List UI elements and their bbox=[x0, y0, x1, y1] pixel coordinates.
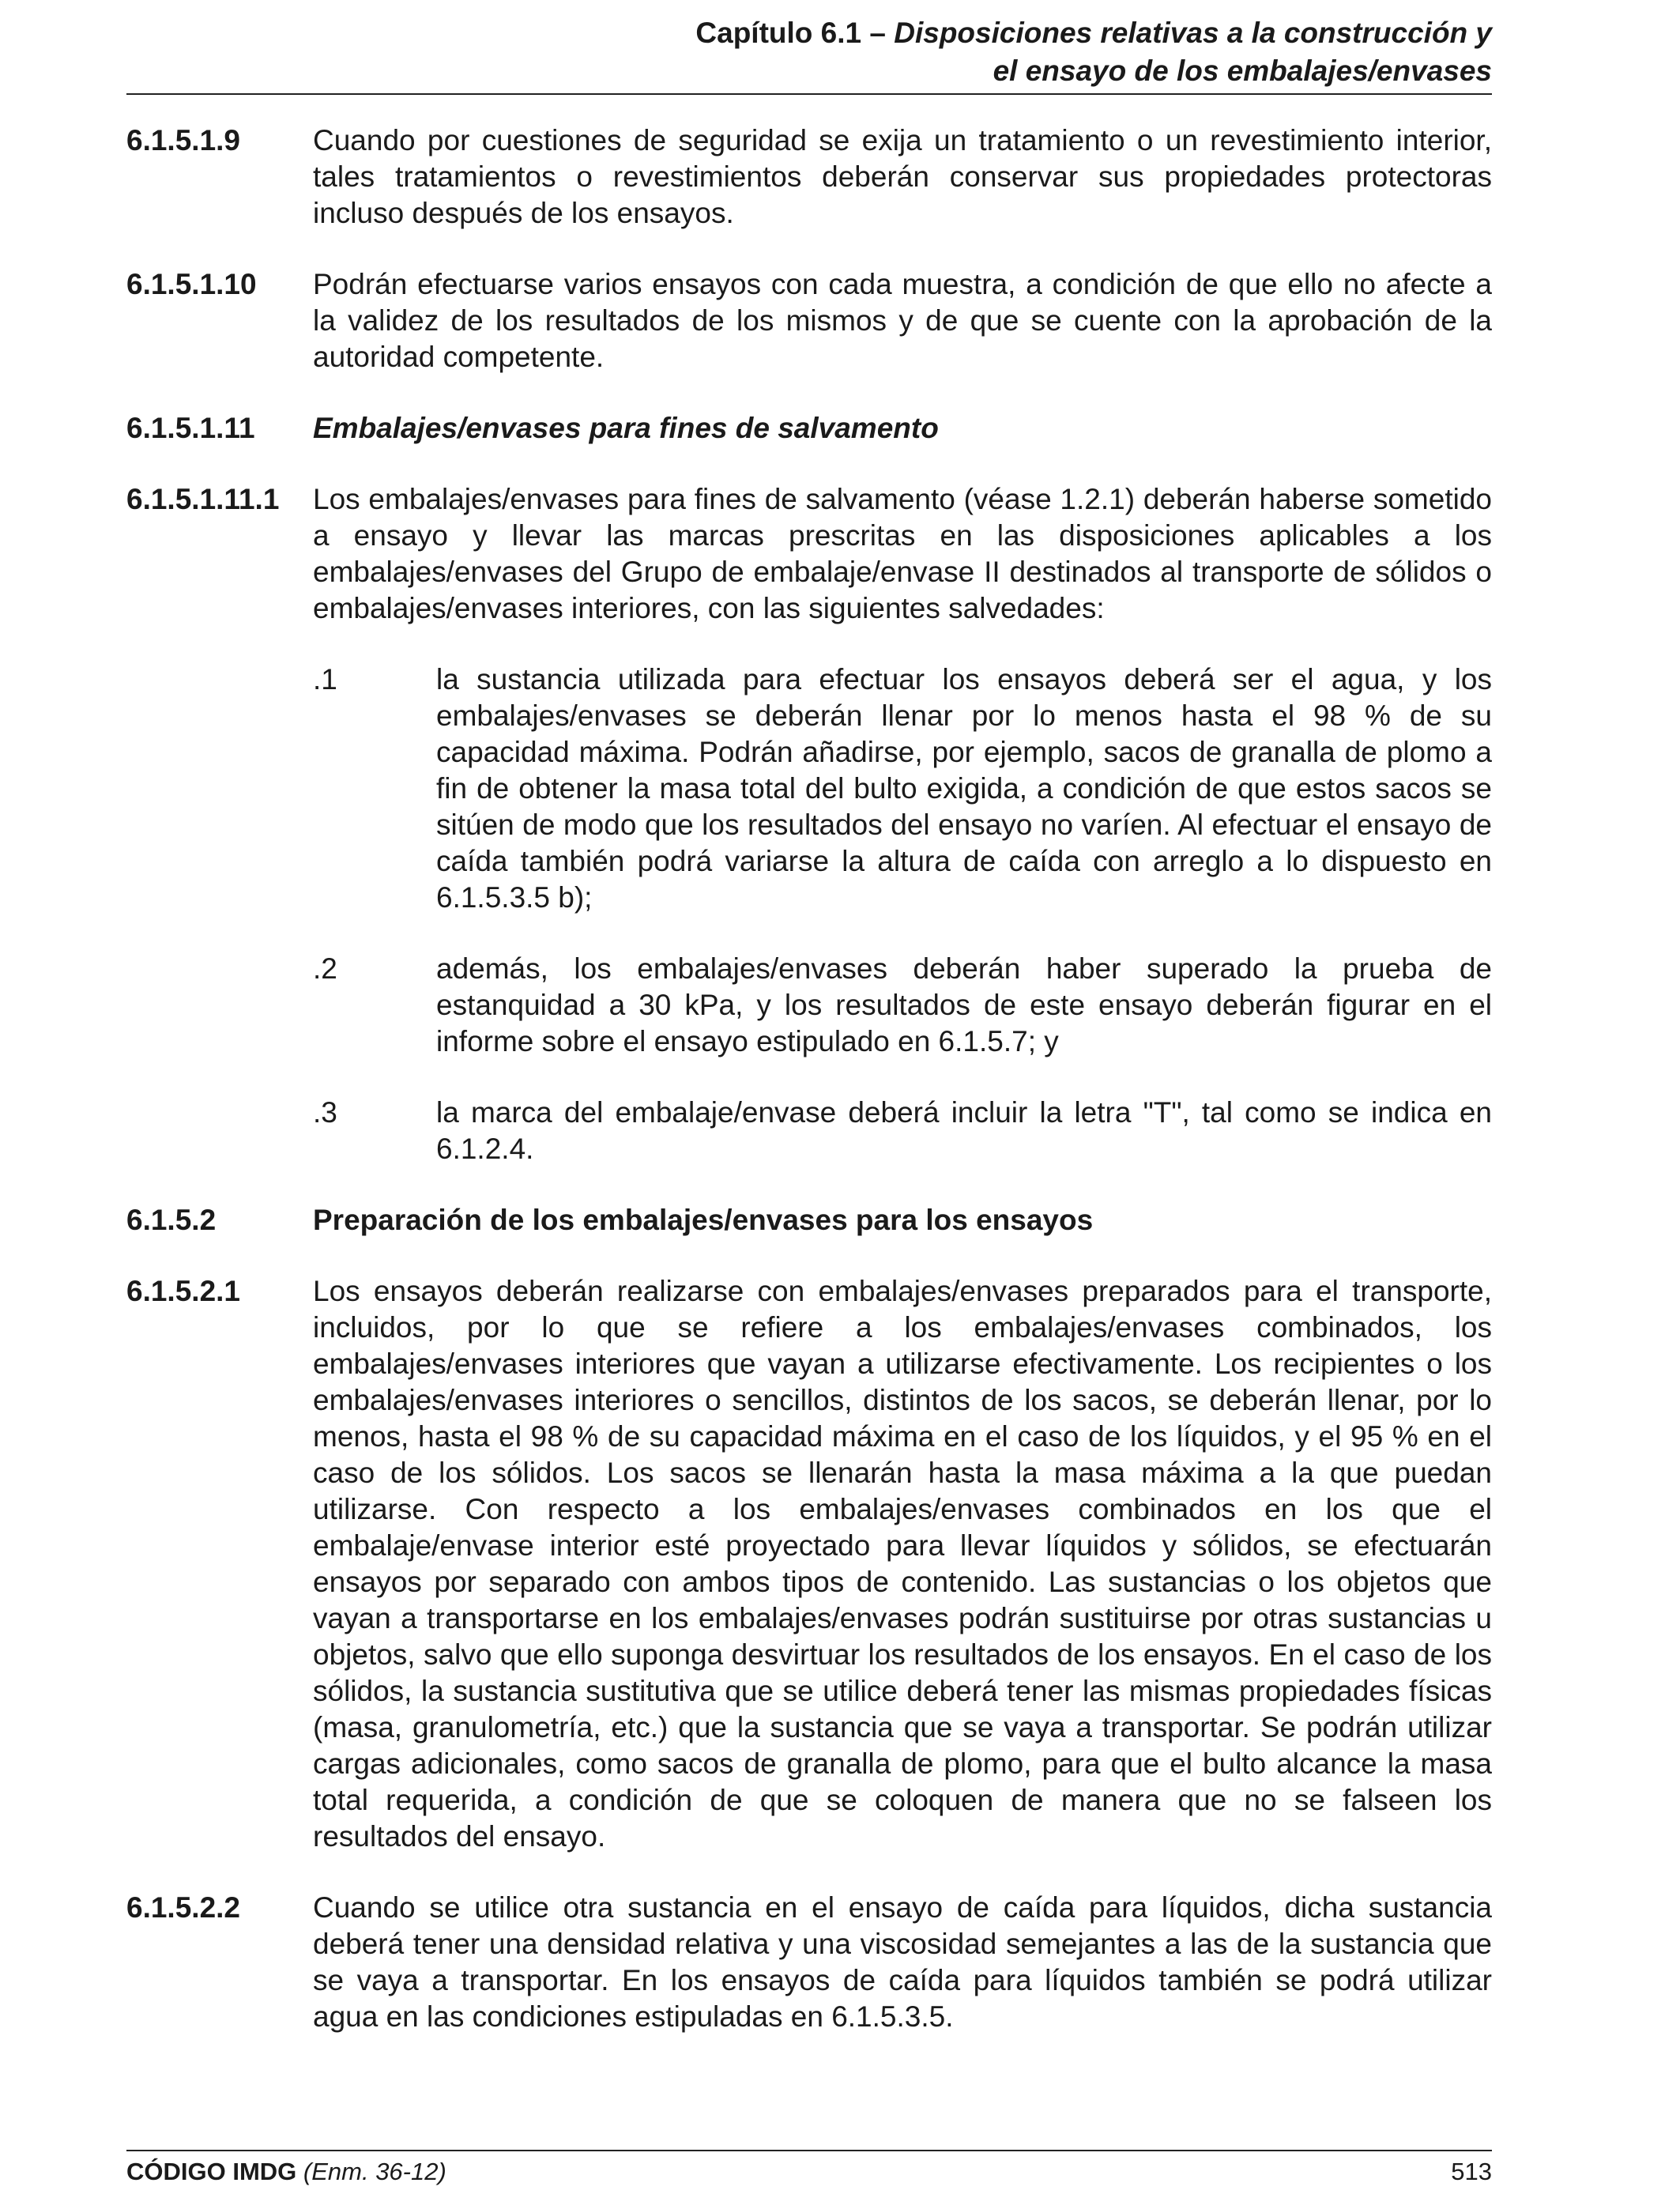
section-6-1-5-2-1 bbox=[126, 1273, 1492, 1855]
list-item bbox=[313, 662, 1492, 916]
section-number: 6.1.5.1.10 bbox=[126, 268, 257, 300]
running-header bbox=[126, 14, 1492, 90]
list-item bbox=[313, 1095, 1492, 1167]
footer-divider bbox=[126, 2150, 1492, 2151]
exceptions-list bbox=[313, 662, 1492, 1167]
page-number: 513 bbox=[1451, 2158, 1492, 2185]
header-line-1 bbox=[126, 14, 1492, 52]
section-text: Cuando por cuestiones de seguridad se exija un tratamiento o un revestimiento interior, tales tratamientos o revestimientos deberán conservar sus propiedades protectoras incluso después de los ensayos. bbox=[313, 124, 1492, 229]
section-6-1-5-1-10 bbox=[126, 266, 1492, 375]
section-6-1-5-1-11 bbox=[126, 410, 1492, 447]
chapter-title-part-1: Disposiciones relativas a la construcción y bbox=[894, 17, 1492, 49]
section-heading: Preparación de los embalajes/envases para los ensayos bbox=[313, 1204, 1094, 1236]
section-number: 6.1.5.1.9 bbox=[126, 124, 241, 156]
list-item-text: la sustancia utilizada para efectuar los ensayos deberá ser el agua, y los embalajes/envases se deberán llenar por lo menos hasta el 98 % de su capacidad máxima. Podrán añadirse, por ejemplo, sacos de granalla de plomo a fin de obtener la masa total del bulto exigida, a condición de que estos sacos se sitúen de modo que los resultados del ensayo no varíen. Al efectuar el ensayo de caída también podrá variarse la altura de caída con arreglo a lo dispuesto en 6.1.5.3.5 b); bbox=[436, 663, 1492, 914]
list-item-text: además, los embalajes/envases deberán haber superado la prueba de estanquidad a 30 kPa, y los resultados de este ensayo deberán figurar en el informe sobre el ensayo estipulado en 6.1.5.7; y bbox=[436, 952, 1492, 1057]
section-text: Podrán efectuarse varios ensayos con cada muestra, a condición de que ello no afecte a la validez de los resultados de los mismos y de que se cuente con la aprobación de la autoridad competente. bbox=[313, 268, 1492, 373]
code-name: CÓDIGO IMDG bbox=[126, 2158, 297, 2185]
amendment: (Enm. 36-12) bbox=[303, 2158, 446, 2185]
section-number: 6.1.5.1.11 bbox=[126, 412, 255, 444]
section-6-1-5-2-2 bbox=[126, 1890, 1492, 2035]
chapter-title-part-2: el ensayo de los embalajes/envases bbox=[993, 55, 1492, 87]
section-text: Los embalajes/envases para fines de salvamento (véase 1.2.1) deberán haberse sometido a ensayo y llevar las marcas prescritas en las disposiciones aplicables a los embalajes/envases del Grupo de embalaje/envase II destinados al transporte de sólidos o embalajes/envases interiores, con las siguientes salvedades: bbox=[313, 483, 1492, 624]
section-6-1-5-1-9 bbox=[126, 123, 1492, 232]
section-6-1-5-1-11-1 bbox=[126, 481, 1492, 1167]
list-item-label: .2 bbox=[313, 952, 337, 985]
chapter-number: Capítulo 6.1 – bbox=[695, 17, 895, 49]
section-heading: Embalajes/envases para fines de salvamento bbox=[313, 412, 939, 444]
section-number: 6.1.5.2.2 bbox=[126, 1891, 241, 1924]
section-number: 6.1.5.1.11.1 bbox=[126, 483, 280, 515]
page-content bbox=[126, 123, 1492, 2070]
section-text: Los ensayos deberán realizarse con embalajes/envases preparados para el transporte, incluidos, por lo que se refiere a los embalajes/envases combinados, los embalajes/envases interiores que vayan a utilizarse efectivamente. Los recipientes o los embalajes/envases interiores o sencillos, distintos de los sacos, se deberán llenar, por lo menos, hasta el 98 % de su capacidad máxima en el caso de los líquidos, y el 95 % en el caso de los sólidos. Los sacos se llenarán hasta la masa máxima a la que puedan utilizarse. Con respecto a los embalajes/envases combinados en los que el embalaje/envase interior esté proyectado para llevar líquidos y sólidos, se efectuarán ensayos por separado con ambos tipos de contenido. Las sustancias o los objetos que vayan a transportarse en los embalajes/envases podrán sustituirse por otras sustancias u objetos, salvo que ello suponga desvirtuar los resultados de los ensayos. En el caso de los sólidos, la sustancia sustitutiva que se utilice deberá tener las mismas propiedades físicas (masa, granulometría, etc.) que la sustancia que se vaya a transportar. Se podrán utilizar cargas adicionales, como sacos de granalla de plomo, para que el bulto alcance la masa total requerida, a condición de que se coloquen de manera que no se falseen los resultados del ensayo. bbox=[313, 1275, 1492, 1853]
section-6-1-5-2 bbox=[126, 1202, 1492, 1238]
header-divider bbox=[126, 93, 1492, 95]
section-number: 6.1.5.2 bbox=[126, 1204, 217, 1236]
section-body bbox=[313, 481, 1492, 1167]
footer-source bbox=[126, 2156, 446, 2188]
list-item-label: .1 bbox=[313, 663, 337, 696]
section-text: Cuando se utilice otra sustancia en el ensayo de caída para líquidos, dicha sustancia deberá tener una densidad relativa y una viscosidad semejantes a las de la sustancia que se vaya a transportar. En los ensayos de caída para líquidos también se podrá utilizar agua en las condiciones estipuladas en 6.1.5.3.5. bbox=[313, 1891, 1492, 2033]
list-item-label: .3 bbox=[313, 1096, 337, 1129]
list-item bbox=[313, 951, 1492, 1060]
list-item-text: la marca del embalaje/envase deberá incluir la letra "T", tal como se indica en 6.1.2.4. bbox=[436, 1096, 1492, 1165]
section-number: 6.1.5.2.1 bbox=[126, 1275, 241, 1307]
